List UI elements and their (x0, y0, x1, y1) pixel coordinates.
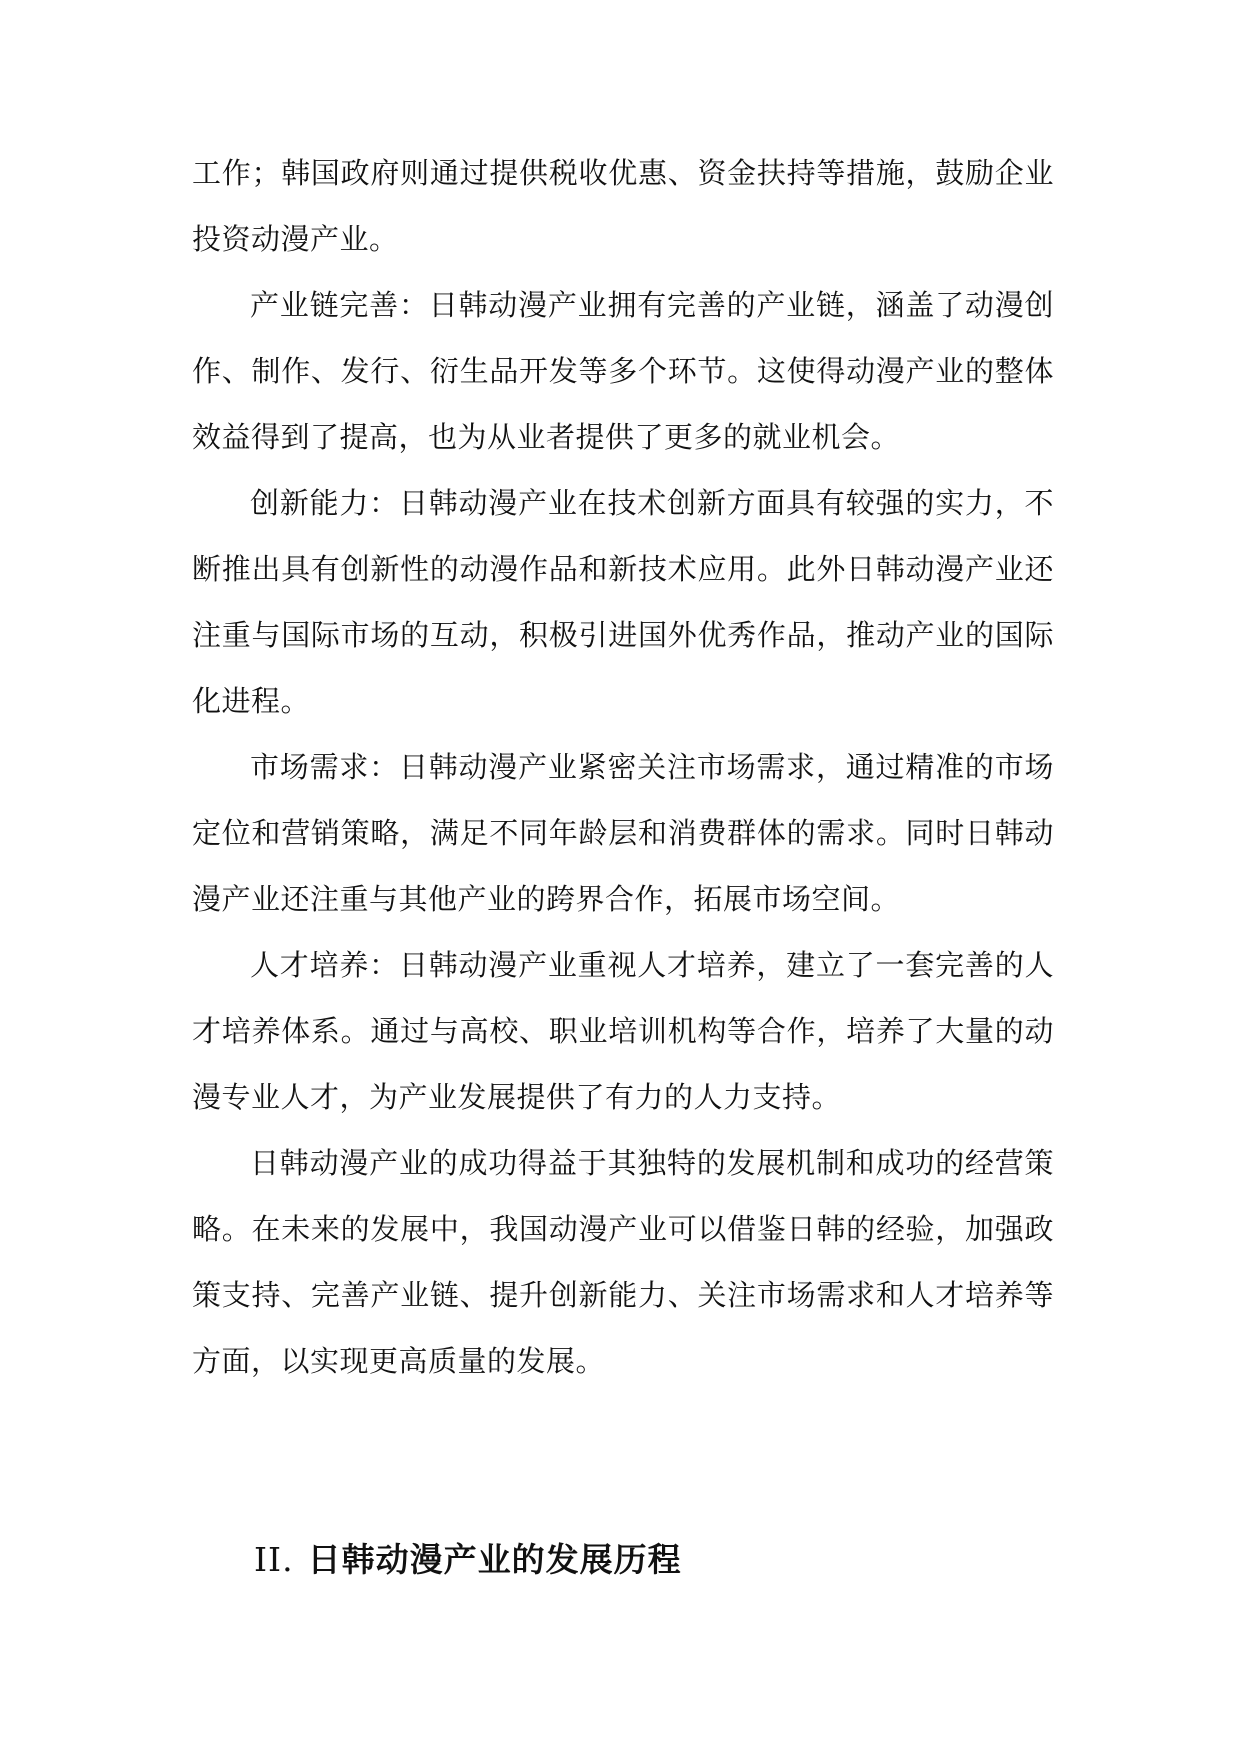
section-title: 日韩动漫产业的发展历程 (307, 1540, 682, 1579)
paragraph-industry-chain: 产业链完善：日韩动漫产业拥有完善的产业链，涵盖了动漫创作、制作、发行、衍生品开发等多个环节。这使得动漫产业的整体效益得到了提高，也为从业者提供了更多的就业机会。 (192, 288, 1054, 454)
paragraph-innovation: 创新能力：日韩动漫产业在技术创新方面具有较强的实力，不断推出具有创新性的动漫作品和新技术应用。此外日韩动漫产业还注重与国际市场的互动，积极引进国外优秀作品，推动产业的国际化进程。 (192, 486, 1054, 718)
section-number: II. (254, 1540, 294, 1579)
body-text (192, 140, 1054, 1394)
paragraph-talent: 人才培养：日韩动漫产业重视人才培养，建立了一套完善的人才培养体系。通过与高校、职业培训机构等合作，培养了大量的动漫专业人才，为产业发展提供了有力的人力支持。 (192, 948, 1054, 1114)
section-heading (254, 1532, 682, 1588)
paragraph-market-demand: 市场需求：日韩动漫产业紧密关注市场需求，通过精准的市场定位和营销策略，满足不同年龄层和消费群体的需求。同时日韩动漫产业还注重与其他产业的跨界合作，拓展市场空间。 (192, 750, 1054, 916)
paragraph-conclusion: 日韩动漫产业的成功得益于其独特的发展机制和成功的经营策略。在未来的发展中，我国动漫产业可以借鉴日韩的经验，加强政策支持、完善产业链、提升创新能力、关注市场需求和人才培养等方面，以实现更高质量的发展。 (192, 1146, 1054, 1378)
paragraph-continuation: 工作；韩国政府则通过提供税收优惠、资金扶持等措施，鼓励企业投资动漫产业。 (192, 156, 1054, 256)
